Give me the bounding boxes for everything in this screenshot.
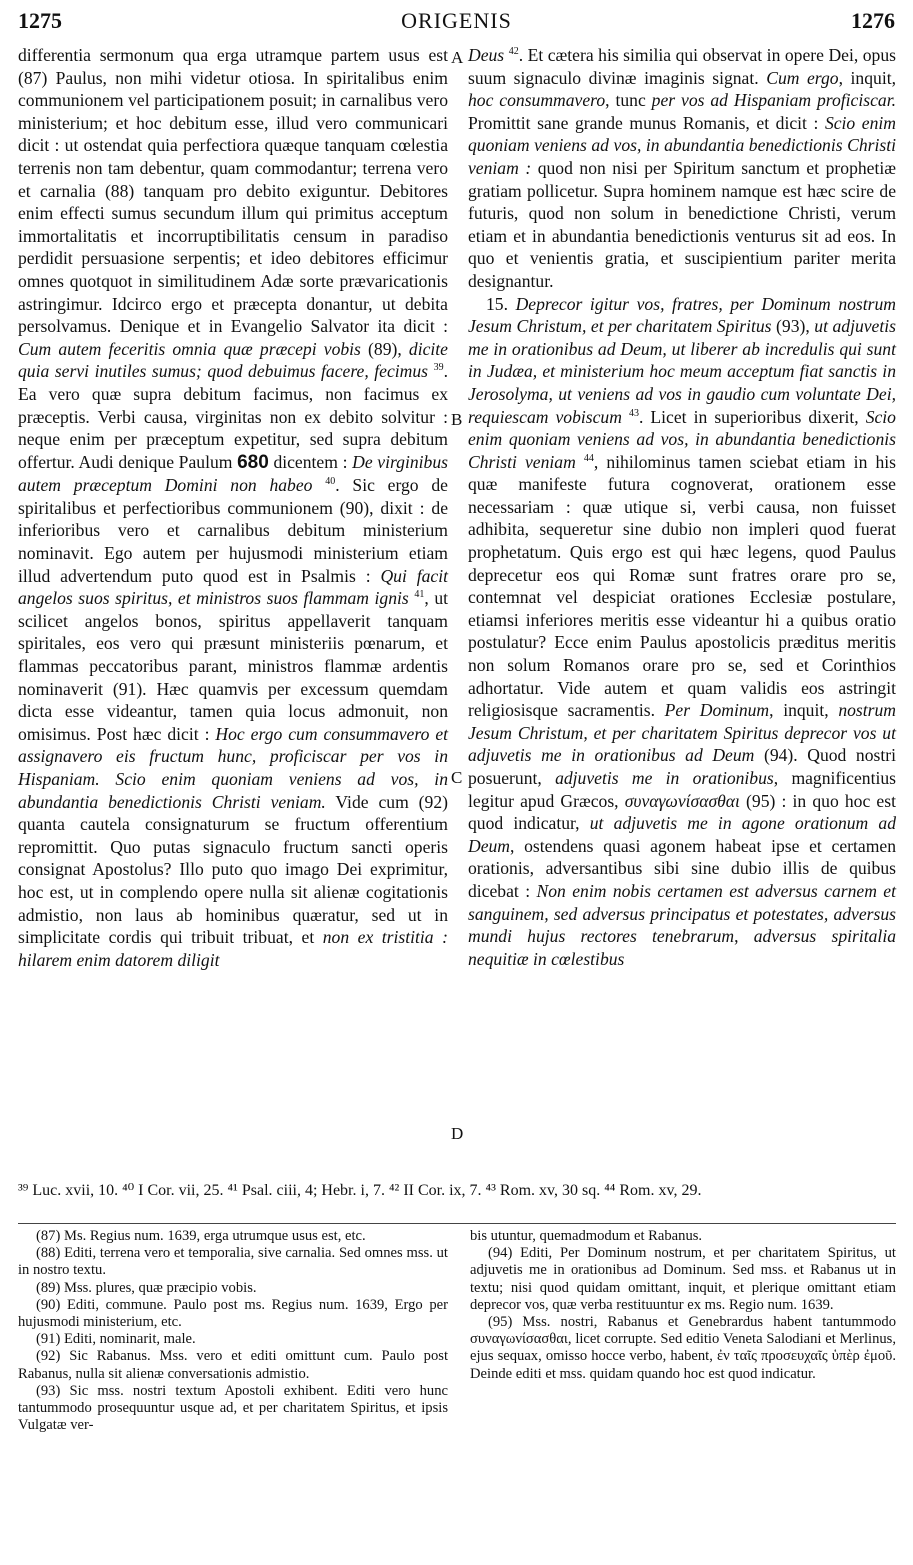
footnote-93: (93) Sic mss. nostri textum Apostoli exhibent. Editi vero hunc tantummodo prosequuntur usque ad, et per charitatem Spiritus, et ipsis Vulgatæ ver- [18, 1382, 448, 1434]
footnote-94: (94) Editi, Per Dominum nostrum, et per charitatem Spiritus, ut adjuvetis me in orationibus ad Dominum. Sed mss. et Rabanus ut in textu; nisi quod quidam omittant, inquit, et plerique omittant etiam deprecor vos, quæ verba restituuntur ex ms. Regio num. 1639. [470, 1245, 896, 1313]
footnote-divider [18, 1223, 896, 1224]
footnote-91: (91) Editi, nominarit, male. [36, 1331, 196, 1348]
column-marker-680: 680 [237, 451, 269, 473]
margin-letter-b: B [451, 410, 463, 429]
footnotes-left [18, 1228, 448, 1434]
footnote-ref-39: 39 [433, 362, 444, 374]
footnote-92: (92) Sic Rabanus. Mss. vero et editi omittunt cum. Paulo post Rabanus, nulla sit alienæ conversationis admistio. [18, 1348, 448, 1382]
footnote-ref-43: 43 [628, 407, 639, 419]
footnote-90: (90) Editi, commune. Paulo post ms. Regius num. 1639, Ergo per hujusmodi ministerium, etc. [18, 1296, 448, 1331]
left-column [18, 44, 448, 971]
footnote-ref-41: 41 [414, 589, 425, 601]
page-header [18, 8, 895, 42]
right-paragraph-2: 15. Deprecor igitur vos, fratres, per Dominum nostrum Jesum Christum, et per charitatem Spiritus (93), ut adjuvetis me in orationibus ad Deum, ut liberer ab incredulis qui sunt in Judæa, et ministerium hoc meum acceptum fiat sanctis in Jerosolyma, ut veniens ad vos in gaudio cum voluntate Dei, requiescam vobiscum $^{43}$. Licet in superioribus dixerit, Scio enim quoniam veniens ad vos, in abundantia benedictionis Christi veniam $^{44}$, nihilominus tamen sciebat etiam in his quæ manifeste futura cognoverat, orationem esse necessariam : quæ utique si, verbi causa, non fuisset adhibita, sequeretur sine dubio non impleri quod fuerat prophetatum. Quis ergo est qui hæc legens, quod Paulus deprecetur eos qui Romæ sunt fratres orare pro se, contemnat vel despiciat orationes Ecclesiæ postulare, etiamsi inferiores meritis esse videantur hi a quibus oratio postulatur? Ecce enim Paulus apostolicis præditus meritis non solum Romanos orare pro se, sed et Corinthios adhortatur. Vide autem et quam validis eos astringit religiosisque sacramentis. Per Dominum, inquit, nostrum Jesum Christum, et per charitatem Spiritus deprecor vos ut adjuvetis me in orationibus ad Deum (94). Quod nostri posuerunt, adjuvetis me in orationibus, magnificentius legitur apud Græcos, συναγωνίσασθαι (95) : in quo hoc est quod indicatur, ut adjuvetis me in agone orationum ad Deum, ostendens quasi agonem habeat ipse et certamen orationis, adversantibus sibi sine dubio illis de quibus dicebat : Non enim nobis certamen est adversus carnem et sanguinem, sed adversus principatus et potestates, adversus mundi hujus rectores tenebrarum, adversus spiritalia nequitiæ in cœlestibus [468, 293, 897, 969]
footnote-ref-42: 42 [508, 46, 519, 58]
right-paragraph-1: Deus $^{42}$. Et cætera his similia qui observat in opere Dei, opus suum signaculo divinæ imaginis signat. Cum ergo, inquit, hoc consummavero, tunc per vos ad Hispaniam proficiscar. Promittit sane grande munus Romanis, et dicit : Scio enim quoniam veniens ad vos, in abundantia benedictionis Christi veniam : quod non nisi per Spiritum sanctum et prophetiæ gratiam pollicetur. Supra hominem namque est hæc scire de futuris, quod non solum in benedictione Christi, verum etiam et in abundantia benedictionis venturus sit ad eos. In quo et venientis gratia, et suscipientium pariter merita designantur. [468, 45, 896, 291]
scripture-references: ³⁹ Luc. xvii, 10. ⁴⁰ I Cor. vii, 25. ⁴¹ Psal. ciii, 4; Hebr. i, 7. ⁴² II Cor. ix, 7. ⁴³ Rom. xv, 30 sq. ⁴⁴ Rom. xv, 29. [18, 1182, 702, 1199]
running-title: ORIGENIS [401, 8, 512, 33]
margin-letter-a: A [451, 48, 464, 67]
left-paragraph: differentia sermonum qua erga utramque partem usus est (87) Paulus, non mihi videtur otiosa. In spiritalibus enim communionem vel participationem posuit; in carnalibus vero ministerium; et hoc debitum esse, illud vero communicari dicit : ut ostendat quia perfectiora quæque tanquam cœlestia terrenis non tam debentur, quam commodantur; terrena vero et carnalia (88) tanquam pro debito exiguntur. Debitores enim effecti sumus secundum illum qui primitus acceptum immortalitatis et incorruptibilitatis censum in paradiso perdidit persuasione serpentis; et ideo debitores efficimur omnes quotquot in similitudinem Adæ sorte prævaricationis astringimur. Idcirco ergo et præcepta donantur, ut debita persolvamus. Denique et in Evangelio Salvator ita dicit : Cum autem feceritis omnia quæ præcepi vobis (89), dicite quia servi inutiles sumus; quod debuimus facere, fecimus $^{39}$. Ea vero quæ supra debitum facimus, non facimus ex præceptis. Verbi causa, virginitas non ex debito solvitur : neque enim per præceptum expetitur, sed supra debitum offertur. Audi denique Paulum 680 dicentem : De virginibus autem præceptum Domini non habeo $^{40}$. Sic ergo de spiritalibus et perfectioribus communionem (90), dixit : de inferioribus vero et carnalibus debitum ministerium nominavit. Ego autem per hujusmodi ministerium etiam illud advertendum puto quod est in Psalmis : Qui facit angelos suos spiritus, et ministros suos flammam ignis $^{41}$, ut scilicet angelos bonos, spiritus appellaverit tanquam spiritales, eos vero qui præsunt ministeriis pœnarum, et flammas peccatoribus parant, ministros flammæ ardentis nominaverit (91). Hæc quamvis per excessum quemdam dicta esse videantur, tamen quia locus admonuit, non omisimus. Post hæc dicit : Hoc ergo cum consummavero et assignavero eis fructum hunc, proficiscar per vos in Hispaniam. Scio enim quoniam veniens ad vos, in abundantia benedictionis Christi veniam. Vide cum (92) quanta cautela consignaturum se fructum offerentium repromittit. Quo putas signaculo fructum sancti operis consignat Apostolus? Illo puto quo imago Dei exprimitur, hoc est, ut in complendo opere nulla sit alienæ cogitationis admistio, non laus ab hominibus quæratur, sed ut in simplicitate cordis qui tribuit tribuat, et non ex tristitia : hilarem enim datorem diligit [18, 45, 449, 970]
footnote-93-continued: bis utuntur, quemadmodum et Rabanus. [470, 1228, 703, 1244]
footnote-ref-40: 40 [325, 476, 336, 488]
footnote-87: (87) Ms. Regius num. 1639, erga utrumque usus est, etc. [36, 1228, 366, 1244]
page-number-right: 1276 [851, 8, 895, 33]
page-number-left: 1275 [18, 8, 62, 33]
margin-letter-d: D [451, 1124, 464, 1143]
footnote-88: (88) Editi, terrena vero et temporalia, sive carnalia. Sed omnes mss. ut in nostro textu. [18, 1245, 448, 1279]
footnotes-right [470, 1228, 896, 1383]
footnote-95: (95) Mss. nostri, Rabanus et Genebrardus habent tantummodo συναγωνίσασθαι, licet corrupte. Sed editio Veneta Salodiani et Merlinus, ejus sequax, omisso hocce verbo, habent, ἐν ταῖς προσευχαῖς ὑπὲρ ἐμοῦ. Deinde editi et mss. quidam quando hoc est quod indicatur. [470, 1314, 896, 1382]
margin-letter-c: C [451, 768, 463, 787]
footnote-89: (89) Mss. plures, quæ præcipio vobis. [36, 1279, 257, 1296]
right-column [468, 44, 896, 970]
footnote-ref-44: 44 [583, 452, 594, 464]
